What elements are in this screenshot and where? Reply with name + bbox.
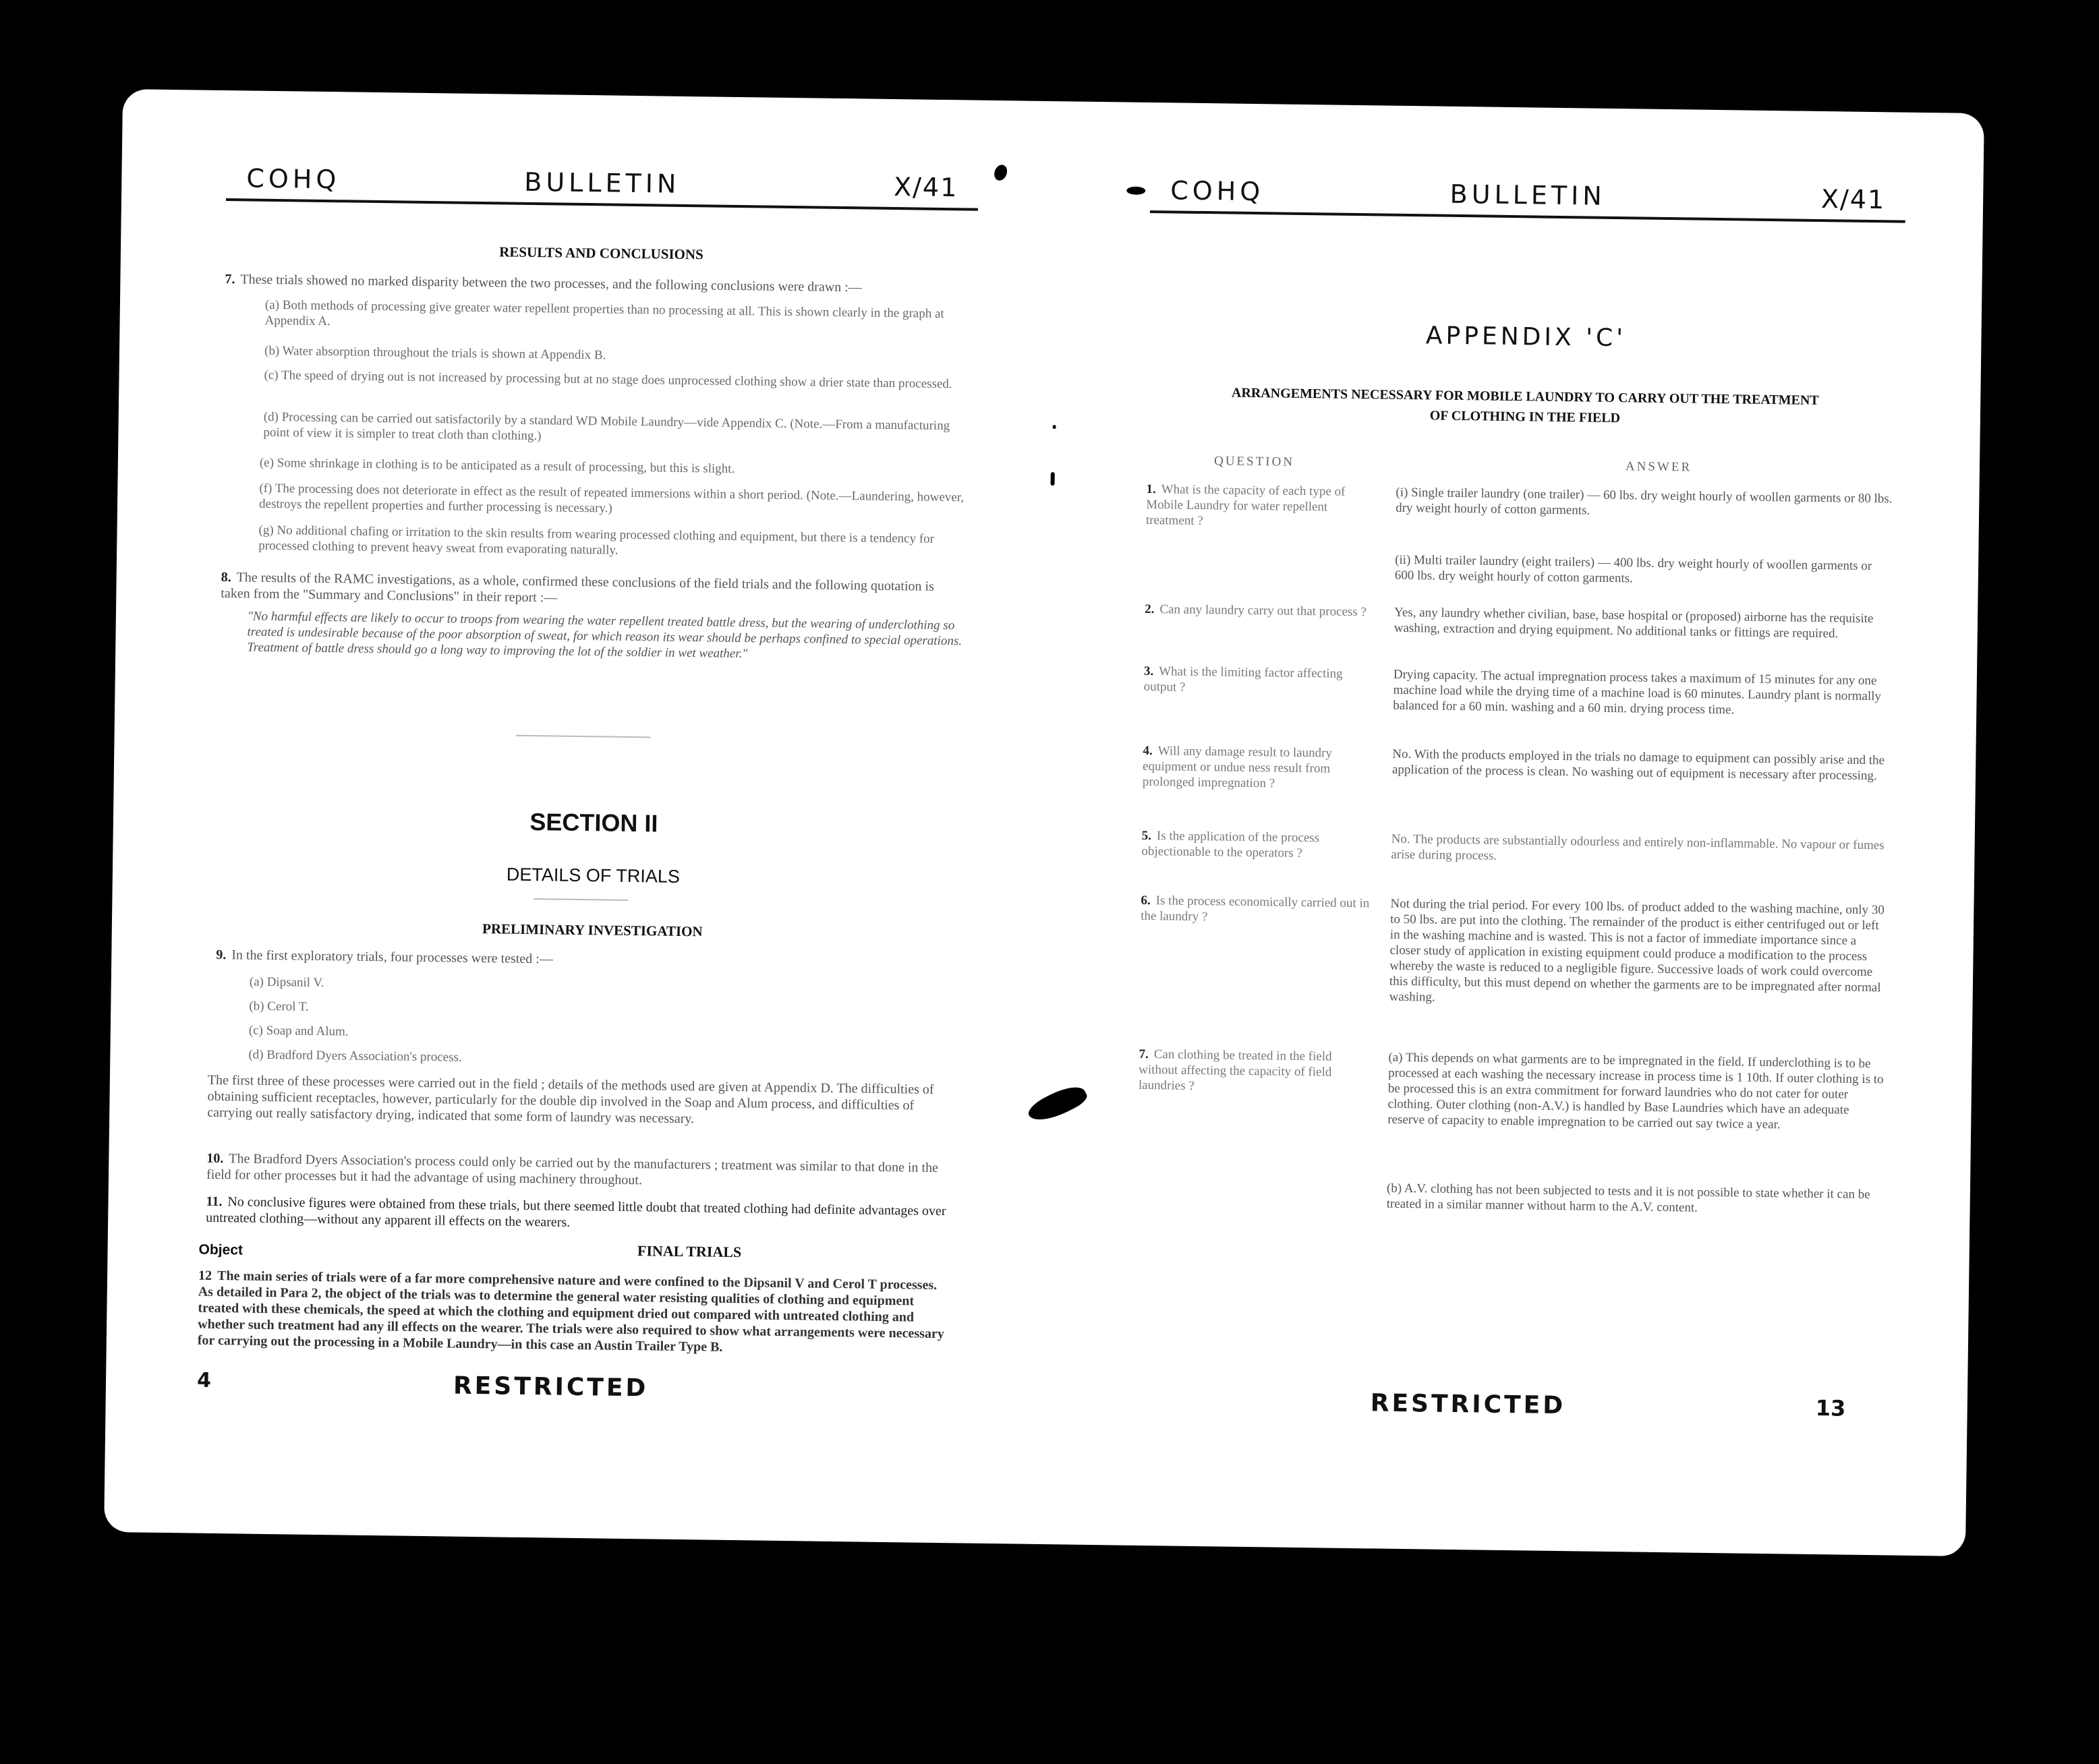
question-4: [1143, 743, 1373, 792]
question-7-text: Can clothing be treated in the field without affecting the capacity of field laundries ?: [1138, 1047, 1332, 1093]
list-item-7d: (d) Processing can be carried out satisfactorily by a standard WD Mobile Laundry—vide Appendix C. (Note.—From a manufacturing point of view it is simpler to treat cloth than clothing.): [263, 409, 950, 444]
left-header-issue: X/41: [893, 172, 958, 203]
question-4-text: Will any damage result to laundry equipment or undue ness result from prolonged impregnation ?: [1142, 744, 1333, 791]
ink-blot: [1051, 472, 1055, 486]
question-1-text: What is the capacity of each type of Mobile Laundry for water repellent treatment ?: [1145, 482, 1346, 529]
list-item-7e: (e) Some shrinkage in clothing is to be anticipated as a result of processing, but this is slight.: [259, 455, 735, 476]
answer-3: Drying capacity. The actual impregnation process takes a maximum of 15 minutes for any one machine load while the drying time of a machine load is 60 minutes. Laundry plant is normally balanced for a 60 min. washing and a 60 min. drying process time.: [1393, 667, 1882, 717]
question-6-text: Is the process economically carried out in the laundry ?: [1141, 893, 1370, 924]
question-5-text: Is the application of the process objectionable to the operators ?: [1141, 829, 1320, 861]
paragraph-11-number: 11.: [206, 1194, 223, 1210]
list-item-7g: (g) No additional chafing or irritation to the skin results from wearing processed clothing and equipment, but there is a tendency for processed clothing to prevent heavy sweat from evaporating naturally.: [258, 523, 935, 558]
paragraph-9-number: 9.: [216, 947, 227, 963]
question-2-number: 2.: [1145, 601, 1155, 617]
section-title: SECTION II: [529, 808, 658, 837]
list-item-9b: (b) Cerol T.: [249, 999, 309, 1014]
question-7: [1139, 1047, 1369, 1096]
paragraph-11: [206, 1194, 955, 1236]
paragraph-7: [225, 271, 967, 297]
right-header-bulletin: BULLETIN: [1449, 179, 1607, 211]
ink-blot: [1126, 187, 1145, 195]
paragraph-8-text: The results of the RAMC investigations, as a whole, confirmed these conclusions of the field trials and the following quotation is taken from the "Summary and Conclusions" in their report :—: [221, 570, 934, 606]
answer-7a: (a) This depends on what garments are to be impregnated in the field. If underclothing is to be processed at each washing the necessary increase in process time is 1 10th. If outer clothing is to be processed this is an extra commitment for forward laundries who do not cater for outer clothing. Outer clothing (non-A.V.) is handled by Base Laundries which have an adequate reserve of capacity to enable impregnation to be carried out say twice a year.: [1387, 1050, 1884, 1132]
right-header-issue: X/41: [1820, 184, 1886, 215]
left-header-bulletin: BULLETIN: [524, 167, 681, 199]
list-item-7f: (f) The processing does not deteriorate in effect as the result of repeated immersions within a short period. (Note.—Laundering, however, destroys the repellent properties and further processing is necessary.): [258, 481, 965, 516]
appendix-subtitle-line-2: OF CLOTHING IN THE FIELD: [1429, 408, 1621, 426]
ink-blot: [1025, 1080, 1090, 1128]
question-6: [1141, 893, 1371, 927]
left-header: [226, 158, 979, 211]
right-page-number: 13: [1815, 1395, 1846, 1421]
question-2: [1145, 601, 1374, 620]
subtitle-divider: [534, 898, 628, 901]
question-2-text: Can any laundry carry out that process ?: [1159, 602, 1367, 620]
list-item-7c: (c) The speed of drying out is not increased by processing but at no stage does unprocessed clothing show a drier state than processed.: [264, 368, 952, 392]
question-4-number: 4.: [1143, 743, 1153, 759]
answer-7b: (b) A.V. clothing has not been subjected to tests and it is not possible to state whether it can be treated in a similar manner without harm to the A.V. content.: [1386, 1181, 1870, 1215]
paragraph-10-text: The Bradford Dyers Association's process could only be carried out by the manufacturers ; treatment was similar to that done in the field for other processes but it had the advantage of using machinery throughout.: [206, 1151, 939, 1188]
list-item-9a: (a) Dipsanil V.: [249, 974, 324, 991]
appendix-subtitle-line-1: ARRANGEMENTS NECESSARY FOR MOBILE LAUNDRY TO CARRY OUT THE TREATMENT: [1231, 385, 1819, 408]
paragraph-9-continued: The first three of these processes were carried out in the field ; details of the methods used are given at Appendix D. The difficulties of obtaining sufficient receptacles, however, particularly for the double dip involved in the Soap and Alum process, and difficulties of carrying out really satisfactory drying, indicated that some form of laundry was necessary.: [207, 1072, 934, 1127]
paragraph-9-text: In the first exploratory trials, four processes were tested :—: [231, 947, 553, 967]
paragraph-7-text: These trials showed no marked disparity between the two processes, and the following conclusions were drawn :—: [240, 272, 862, 295]
paragraph-10: [206, 1150, 956, 1193]
list-item-9c: (c) Soap and Alum.: [248, 1023, 349, 1039]
answer-4: No. With the products employed in the trials no damage to equipment can possibly arise and the application of the process is clean. No washing out of equipment is necessary after processing.: [1391, 746, 1885, 784]
column-header-question: QUESTION: [1213, 454, 1295, 469]
paragraph-7-number: 7.: [225, 272, 235, 287]
paragraph-8: [221, 569, 963, 611]
paragraph-11-text: No conclusive figures were obtained from these trials, but there seemed little doubt that treated clothing had definite advantages over untreated clothing—without any apparent ill effects on the wearers.: [206, 1194, 946, 1230]
answer-1ii: (ii) Multi trailer laundry (eight trailers) — 400 lbs. dry weight hourly of woollen garments or 600 lbs. dry weight hourly of cotton garments.: [1394, 552, 1872, 586]
right-page: [1132, 102, 1907, 1555]
list-item-7a: (a) Both methods of processing give greater water repellent properties than no processing at all. This is shown clearly in the graph at Appendix A.: [264, 297, 944, 329]
ink-blot: [992, 163, 1009, 183]
paragraph-10-number: 10.: [206, 1150, 224, 1167]
appendix-title: APPENDIX 'C': [1425, 322, 1627, 353]
left-header-cohq: COHQ: [246, 163, 341, 195]
question-3: [1144, 664, 1374, 697]
photocopy-sheet: [104, 89, 1984, 1556]
object-label: Object: [198, 1241, 243, 1258]
question-3-text: What is the limiting factor affecting output ?: [1143, 664, 1343, 695]
right-header-cohq: COHQ: [1170, 175, 1265, 207]
section-subtitle: DETAILS OF TRIALS: [506, 864, 681, 887]
paragraph-12: [198, 1268, 954, 1359]
question-3-number: 3.: [1143, 664, 1154, 679]
right-header: [1150, 170, 1906, 223]
paragraph-9: [216, 947, 958, 972]
answer-1i: (i) Single trailer laundry (one trailer) — 60 lbs. dry weight hourly of woollen garments or 80 lbs. dry weight hourly of cotton garments.: [1396, 485, 1893, 518]
preliminary-heading: PRELIMINARY INVESTIGATION: [482, 920, 703, 940]
question-1-number: 1.: [1146, 481, 1156, 497]
question-5-number: 5.: [1141, 828, 1152, 844]
ink-blot: [1053, 425, 1056, 429]
question-6-number: 6.: [1141, 893, 1151, 908]
left-page-number: 4: [196, 1368, 212, 1392]
results-heading: RESULTS AND CONCLUSIONS: [499, 243, 703, 263]
question-1: [1146, 481, 1376, 531]
list-item-9d: (d) Bradford Dyers Association's process.: [248, 1047, 462, 1065]
question-5: [1141, 828, 1371, 862]
final-trials-heading: FINAL TRIALS: [637, 1242, 742, 1261]
list-item-7b: (b) Water absorption throughout the trials is shown at Appendix B.: [264, 343, 606, 363]
paragraph-12-text: The main series of trials were of a far more comprehensive nature and were confined to the Dipsanil V and Cerol T processes. As detailed in Para 2, the object of the trials was to determine the general water resisting qualities of clothing and equipment treated with these chemicals, the speed at which the clothing and equipment dried out compared with untreated clothing and whether such treatment had any ill effects on the wearer. The trials were also required to show what arrangements were necessary for carrying out the processing in a Mobile Laundry—in this case an Austin Trailer Type B.: [197, 1268, 944, 1355]
paragraph-12-number: 12: [198, 1268, 212, 1283]
answer-6: Not during the trial period. For every 100 lbs. of product added to the washing machine, only 30 to 50 lbs. are put into the clothing. The remainder of the product is either centrifuged out or left in the washing machine and is wasted. This is not a factor of immediate importance since a closer study of application in existing equipment could produce a modification to the process whereby the waste is reduced to a negligible figure. Successive loads of work could overcome this difficulty, but this must depend on whether the garments are to be impregnated after normal washing.: [1389, 896, 1885, 1005]
answer-2: Yes, any laundry whether civilian, base, base hospital or (proposed) airborne has the requisite washing, extraction and drying equipment. No additional tanks or fittings are required.: [1393, 605, 1874, 641]
divider: [516, 735, 651, 738]
quotation: "No harmful effects are likely to occur to troops from wearing the water repellent treated battle dress, but the wearing of underclothing so treated is undesirable because of the poor absorption of sweat, for which reason its wear should be perhaps confined to special operations. Treatment of battle dress should go a long way to improving the lot of the soldier in wet weather.": [247, 609, 962, 662]
left-page: [196, 90, 979, 1543]
answer-5: No. The products are substantially odourless and entirely non-inflammable. No vapour or fumes arise during process.: [1391, 831, 1885, 863]
left-footer-restricted: RESTRICTED: [453, 1372, 649, 1403]
paragraph-8-number: 8.: [221, 569, 231, 585]
column-header-answer: ANSWER: [1625, 459, 1692, 475]
right-footer-restricted: RESTRICTED: [1370, 1389, 1566, 1420]
question-7-number: 7.: [1139, 1047, 1149, 1062]
